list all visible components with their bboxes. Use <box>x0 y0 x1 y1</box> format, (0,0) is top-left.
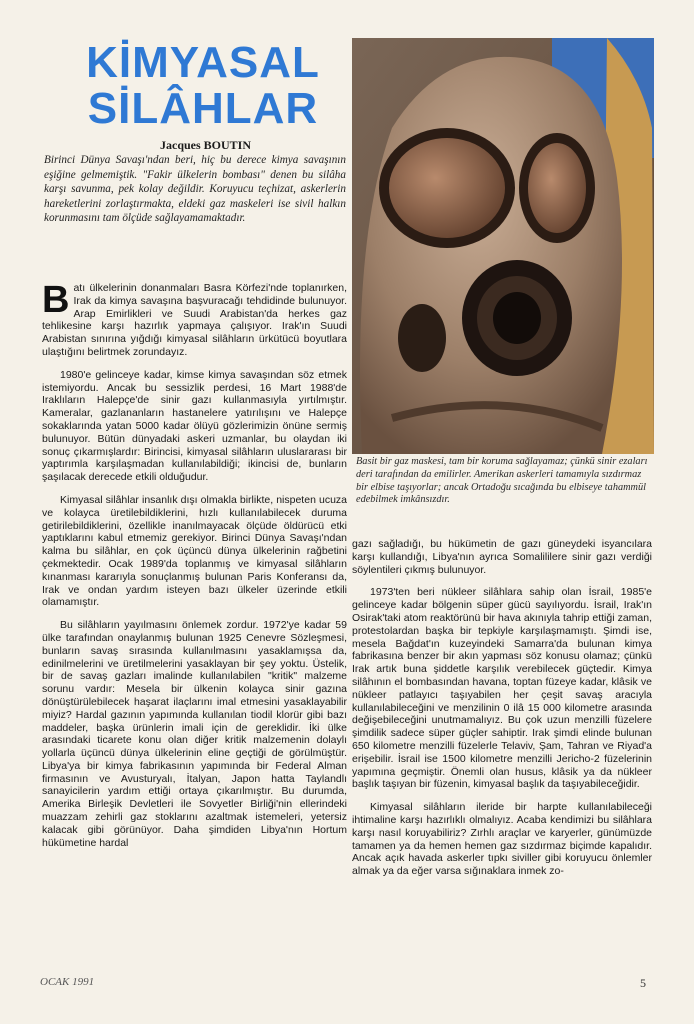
gas-mask-illustration <box>352 38 654 454</box>
paragraph: 1980'e gelinceye kadar, kimse kimya savaşından söz etmek istemiyordu. Ancak bu sessizlik perdesi, 16 Mart 1988'de Iraklıların Halepçe'de sinir gazı kullanmasıyla yırtılmıştır. Kameralar, gazlananların hastanelere yatırılışını ve Halepçe sokaklarında yatan 5000 kadar ölüyü gözlerimizin önüne sermiş bulunuyor. Bütün dünyadaki askeri uzmanlar, bu olaydan iki sonuç çıkarmışlardır: Birincisi, kimyasal silâhların uluslararası bir yaptırımla karşılaşmadan kullanılabildiği; ikincisi de, bunların şaşılacak derecede etkili olduğudur. <box>42 368 347 484</box>
page-number: 5 <box>640 976 646 990</box>
paragraph <box>42 279 347 359</box>
gas-mask-photo <box>352 38 654 454</box>
title-line-2: SİLÂHLAR <box>87 84 319 133</box>
title-line-1: KİMYASAL <box>86 38 320 87</box>
left-column <box>42 279 347 859</box>
paragraph: Kimyasal silâhlar insanlık dışı olmakla birlikte, nispeten ucuza ve kolayca üretilebildiklerini, hızlı kullanılabilecek duruma getirilebildiklerini, özellikle inanılmayacak ölçüde öldürücü etki yaptıklarını kabul etmemiz gerekiyor. Birinci Dünya Savaşı'ndan kalma bu silâhlar, en çok üçüncü dünya ülkelerinin rağbetini çekmektedir. Ocak 1989'da toplanmış ve kimyasal silâhların kınanması kararıyla sonuçlanmış bulunan Paris Konferansı da, Irak ve ondan yardım isteyen bazı ülkeler üzerinde etkili olamamıştır. <box>42 493 347 609</box>
lead-paragraph: Birinci Dünya Savaşı'ndan beri, hiç bu derece kimya savaşının eşiğine gelmemiştik. "Fakir ülkelerin bombası" denen bu silâha karşı savunma, pek kolay değildir. Koruyucu teçhizat, askerlerin hareketlerini zorlaştırmakta, eldeki gaz maskeleri ise sivil halkın korunmasını tam ölçüde sağlayamamaktadır. <box>44 154 346 225</box>
paragraph: Bu silâhların yayılmasını önlemek zordur. 1972'ye kadar 59 ülke tarafından onaylanmış bulunan 1925 Cenevre Sözleşmesi, bunların savaş sırasında kullanılmasını yasaklamışsa da, edinilmelerini ve üretilmelerini yasaklayan bir şey yoktu. Üstelik, bir de savaş gazları imalinde kullanılabilen "kritik" malzeme sorunu vardır: Mesela bir ülkenin kolayca sinir gazına dönüştürülebilecek haşarat ilaçlarını imal etmesini yasaklayabilir miyiz? Hardal gazının yapımında kullanılan tiodil klorür gibi bazı maddeler, başka ürünlerin imali için de gereklidir. İki ülke arasındaki ticarete konu olan diğer kritik malzemenin dolaylı yollarla üçüncü dünya ülkelerinin eline geçtiği de görülmüştür. Libya'ya bir kimya fabrikasının yapımında bir Federal Alman firmasının ve Avusturyalı, İtalyan, Japon hatta Taylandlı sanayicilerin yardım ettiği ortaya çıkarılmıştır. Bu durumda, Amerika Birleşik Devletleri ile Sovyetler Birliği'nin ellerindeki muazzam zehirli gaz stoklarını azaltmak istemeleri, yetersiz kalacak gibi görünüyor. Daha şimdiden Libya'nın Hortum hükümetine hardal <box>42 619 347 849</box>
author-name: Jacques BOUTIN <box>160 138 252 152</box>
issue-date: OCAK 1991 <box>40 976 95 988</box>
drop-cap: B <box>42 279 70 321</box>
photo-caption: Basit bir gaz maskesi, tam bir koruma sağlayamaz; çünkü sinir ezaları deri tarafından da emilirler. Amerikan askerleri tamamıyla sızdırmaz bir elbise taşıyorlar; ancak Ortadoğu sıcağında bu elbiseye tahammül edebilmek imkânsızdır. <box>356 456 648 506</box>
paragraph: gazı sağladığı, bu hükümetin de gazı güneydeki isyancılara karşı kullandığı, Libya'nın ayrıca Somalililere sinir gazı verdiği söylentileri çıkmış bulunuyor. <box>352 538 652 576</box>
paragraph: Kimyasal silâhların ileride bir harpte kullanılabileceği ihtimaline karşı hazırlıklı olmalıyız. Acaba kendimizi bu silâhlara karşı nasıl koruyabiliriz? Zırhlı araçlar ve karyerler, günümüzde tamamen ya da hemen hemen gaz sızdırmaz biçimde kapalıdır. Ancak açık havada askerler tıpkı siviller gibi koruyucu önlemler almak ya da eğer varsa sığınaklara inmek zo- <box>352 801 652 878</box>
paragraph-text: atı ülkelerinin donanmaları Basra Körfezi'nde toplanırken, Irak da kimya savaşına başvuracağı tehdidinde bulunuyor. Arap Emirlikleri ve Suudi Arabistan'da herkes gaz tehlikesine karşı hazırlık yapmaya çalışıyor. Irak'ın Suudi Arabistan sınırına yığdığı kimyasal silâhların ürkütücü boyutlara ulaştığını belirtmek zorundayız. <box>42 282 347 358</box>
article-title <box>68 40 338 132</box>
right-column <box>352 538 652 888</box>
paragraph: 1973'ten beri nükleer silâhlara sahip olan İsrail, 1985'e gelinceye kadar bölgenin süper gücü sayılıyordu. İsrail, Irak'ın Osirak'taki atom reaktörünü bir hava akınıyla tahrip ettiği zaman, protestolardan başka bir tepkiyle karşılaşmamıştı. Şimdi ise, mesela Bağdat'ın kuzeyindeki Samarra'da bulunan kimya fabrikasına benzer bir akın yapması söz konusu olamaz; çünkü Irak artık buna şiddetle karşılık verebilecek güçtedir. Kimya silâhının el bombasından havana, toptan füzeye kadar, klâsik ve nükleer patlayıcı taşıyabilen her çeşit savaş aracıyla kullanılabileceğini ve menzilinin 0 ilâ 15 000 kilometre arasında değişebileceğini unutmamalıyız. Bu çok uzun menzilli füzelere şimdilik sadece süper güçler sahiptir. Irak şimdi elinde bulunan 650 kilometre menzilli füzelerle Telaviv, Şam, Tahran ve Riyad'a erişebilir. İsrail ise 1500 kilometre menzilli Jericho-2 füzelerinin yapımına geçmiştir. Önemli olan husus, klâsik ya da nükleer başlık taşıyan bir füzenin, kimyasal başlık da taşıyabileceğidir. <box>352 586 652 791</box>
